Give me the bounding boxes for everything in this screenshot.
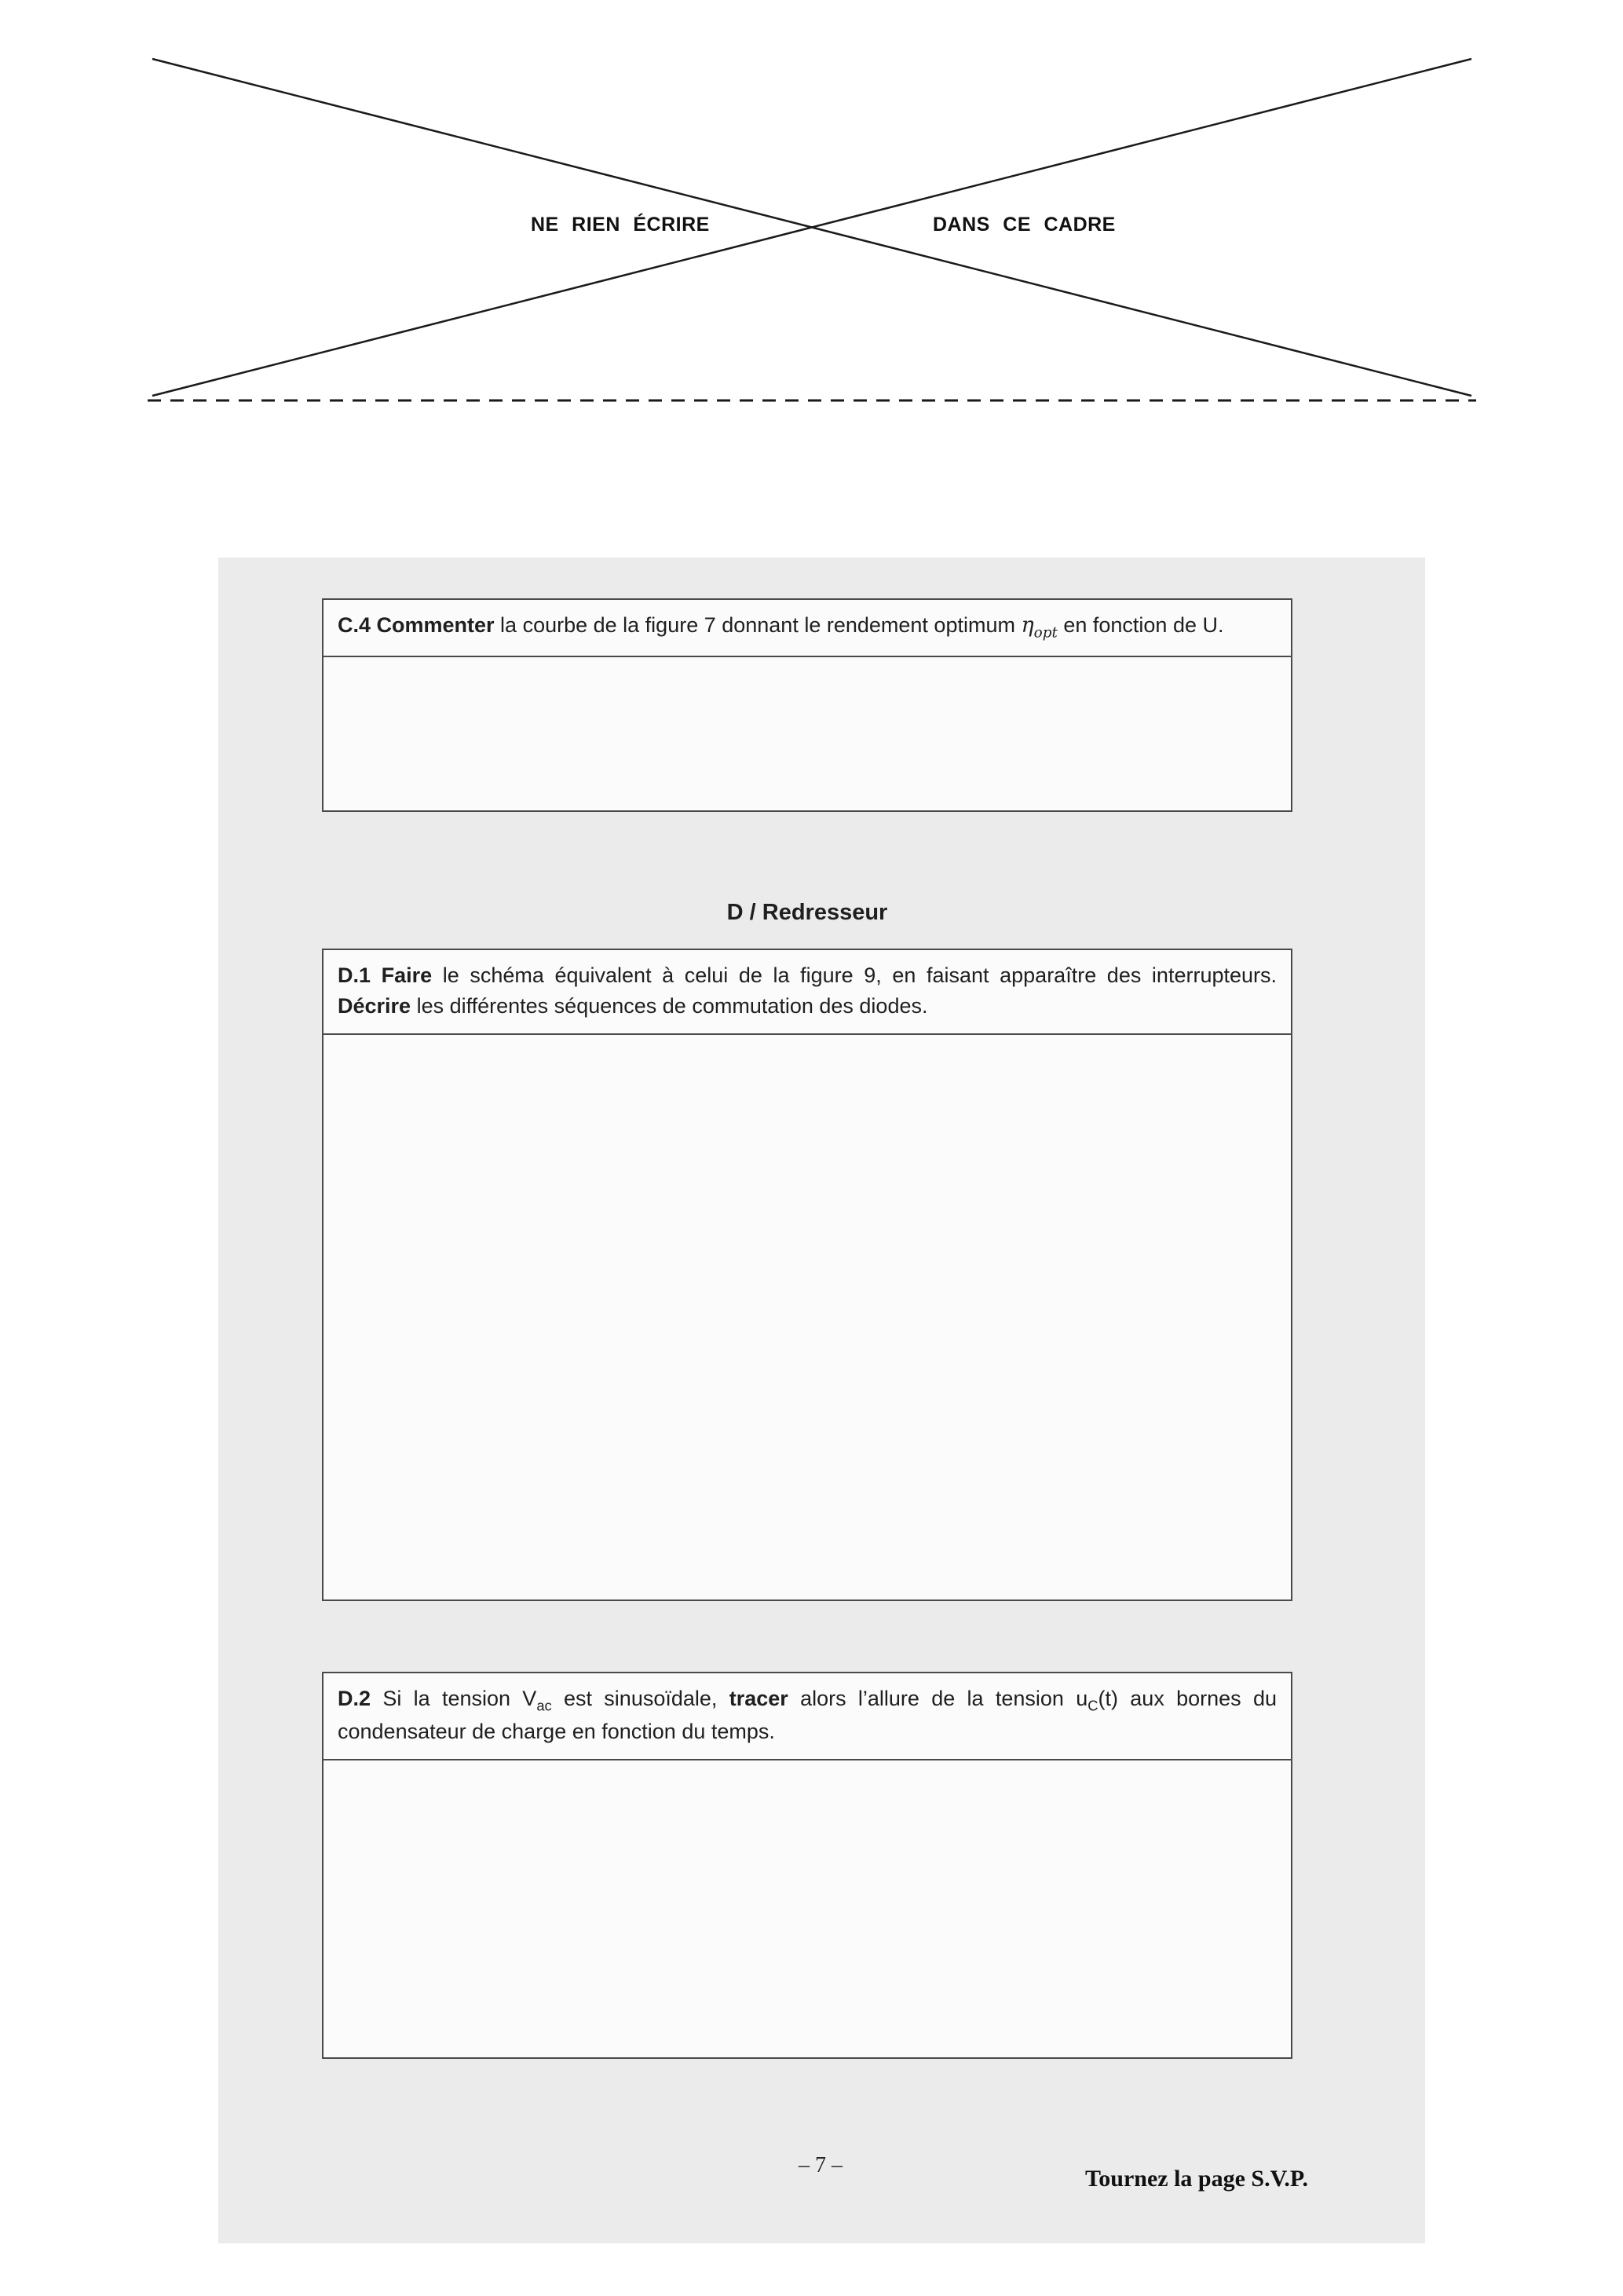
- question-d1-text: [324, 950, 1291, 1035]
- turn-page-note: Tournez la page S.V.P.: [1085, 2166, 1308, 2192]
- answer-sheet: [218, 558, 1425, 2243]
- question-d2-verb: tracer: [729, 1687, 788, 1710]
- question-d2-body-1: Si la tension V: [371, 1687, 537, 1710]
- question-box-d1: [322, 949, 1292, 1601]
- question-d1-number: D.1 Faire: [338, 963, 433, 987]
- question-d2-text: [324, 1673, 1291, 1760]
- eta-opt-symbol: η: [1021, 613, 1034, 638]
- question-box-c4: [322, 598, 1292, 812]
- question-c4-body-1: la courbe de la figure 7 donnant le rendement optimum: [494, 613, 1022, 637]
- do-not-write-label-left: NE RIEN ÉCRIRE: [531, 214, 710, 236]
- question-c4-number: C.4 Commenter: [338, 613, 495, 637]
- question-d2-number: D.2: [338, 1687, 371, 1710]
- question-d1-verb: Décrire: [338, 994, 411, 1018]
- question-c4-text: [324, 600, 1291, 657]
- page-number: – 7 –: [799, 2153, 843, 2177]
- question-box-d2: [322, 1672, 1292, 2059]
- question-d2-body-4: (t) aux bornes du condensateur de charge en fonction du temps.: [338, 1687, 1278, 1743]
- question-d1-body-1: le schéma équivalent à celui de la figure 9, en faisant apparaître des interrupteurs.: [432, 963, 1277, 987]
- do-not-write-frame-lines: [0, 0, 1623, 440]
- question-d1-body-2: les différentes séquences de commutation des diodes.: [411, 994, 928, 1018]
- question-c4-body-2: en fonction de U.: [1057, 613, 1224, 637]
- do-not-write-label-right: DANS CE CADRE: [933, 214, 1116, 236]
- question-d2-body-2: est sinusoïdale,: [551, 1687, 729, 1710]
- section-d-heading: D / Redresseur: [726, 900, 888, 925]
- eta-opt-subscript: opt: [1033, 624, 1058, 642]
- u-c-subscript: C: [1087, 1697, 1098, 1714]
- v-ac-subscript: ac: [536, 1697, 552, 1714]
- question-d2-body-3: alors l’allure de la tension u: [788, 1687, 1088, 1710]
